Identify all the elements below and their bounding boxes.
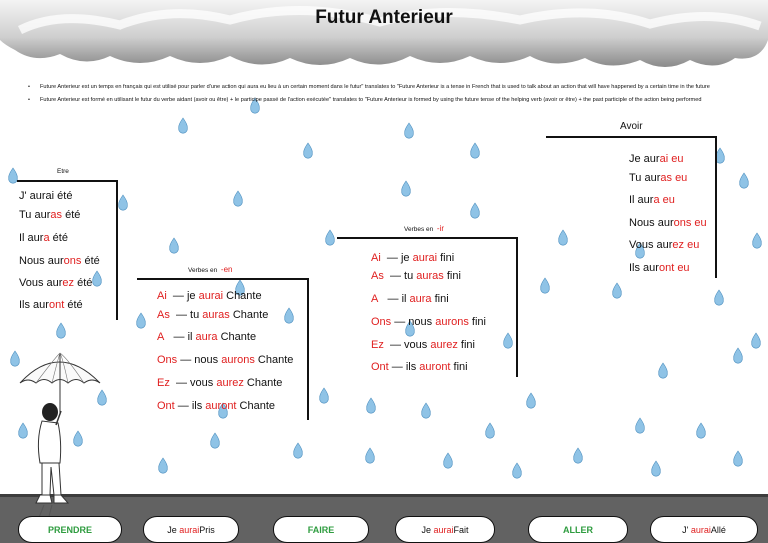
avoir-row: Nous aurons eu xyxy=(629,217,707,229)
etre-row: Tu auras été xyxy=(19,209,81,221)
bullet-dot-icon: • xyxy=(28,84,30,90)
avoir-title: Avoir xyxy=(620,121,643,132)
definition-text: Future Anterieur est un temps en français qui est utilisé pour parler d'une action qui aura eu lieu à un certain moment dans le futur" translates to "Future Anterieur is a tense in French that is used to talk about an action that will have happened by a certain time in the future xyxy=(40,84,710,90)
etre-row: Vous aurez été xyxy=(19,277,93,289)
etre-row: Il aura été xyxy=(19,232,68,244)
raindrop-icon xyxy=(659,363,668,378)
en-row: Ons — nous aurons Chante xyxy=(157,354,294,366)
raindrop-icon xyxy=(513,463,522,478)
definition-text: Future Anterieur est formé en utilisant le futur du verbe aidant (avoir ou être) + le participe passé de l'action exécutée" translates to "Future Anterieur is formed by using the future tense of the helping verb (avoir or être) + the past participle of the action being performed xyxy=(40,97,702,103)
en-top-line xyxy=(137,278,308,280)
avoir-row: Ils auront eu xyxy=(629,262,690,274)
ir-top-line xyxy=(337,237,517,239)
raindrop-icon xyxy=(734,348,743,363)
raindrop-icon xyxy=(613,283,622,298)
raindrop-icon xyxy=(170,238,179,253)
raindrop-icon xyxy=(716,148,725,163)
etre-row: Nous aurons été xyxy=(19,255,100,267)
raindrop-icon xyxy=(93,271,102,286)
raindrop-icon xyxy=(652,461,661,476)
raindrop-icon xyxy=(444,453,453,468)
raindrop-icon xyxy=(740,173,749,188)
answer-faire-pill: Je aurai Fait xyxy=(395,516,495,543)
raindrop-icon xyxy=(119,195,128,210)
raindrop-icon xyxy=(234,191,243,206)
raindrop-icon xyxy=(179,118,188,133)
definition-item xyxy=(28,82,743,92)
avoir-side-line xyxy=(715,136,717,278)
ir-row: Ez — vous aurez fini xyxy=(371,339,475,351)
raindrop-icon xyxy=(285,308,294,323)
ir-row: Ont — ils auront fini xyxy=(371,361,468,373)
raindrop-icon xyxy=(320,388,329,403)
en-row: As — tu auras Chante xyxy=(157,309,269,321)
avoir-row: Tu auras eu xyxy=(629,172,688,184)
raindrop-icon xyxy=(471,203,480,218)
ir-row: A — il aura fini xyxy=(371,293,449,305)
avoir-top-line xyxy=(546,136,716,138)
ir-row: Ai — je aurai fini xyxy=(371,252,455,264)
en-title: Verbes en -en xyxy=(188,265,233,274)
ir-row: As — tu auras fini xyxy=(371,270,461,282)
verb-aller-pill: ALLER xyxy=(528,516,628,543)
raindrop-icon xyxy=(159,458,168,473)
en-side-line xyxy=(307,278,309,420)
raindrop-icon xyxy=(636,418,645,433)
bullet-dot-icon: • xyxy=(28,97,30,103)
etre-row: Ils auront été xyxy=(19,299,83,311)
raindrop-icon xyxy=(486,423,495,438)
raindrop-icon xyxy=(541,278,550,293)
raindrop-icon xyxy=(715,290,724,305)
etre-side-line xyxy=(116,180,118,320)
raindrop-icon xyxy=(422,403,431,418)
raindrop-icon xyxy=(57,323,66,338)
avoir-row: Vous aurez eu xyxy=(629,239,700,251)
etre-top-line xyxy=(17,180,117,182)
definition-item xyxy=(28,95,743,105)
raindrop-icon xyxy=(366,448,375,463)
etre-row: J' aurai été xyxy=(19,190,73,202)
verb-prendre-pill: PRENDRE xyxy=(18,516,122,543)
ir-row: Ons — nous aurons fini xyxy=(371,316,486,328)
en-row: Ai — je aurai Chante xyxy=(157,290,262,302)
avoir-row: Je aurai eu xyxy=(629,153,684,165)
raindrop-icon xyxy=(559,230,568,245)
answer-prendre-pill: Je aurai Pris xyxy=(143,516,239,543)
raindrop-icon xyxy=(402,181,411,196)
ir-side-line xyxy=(516,237,518,377)
definition-list xyxy=(28,82,743,108)
en-row: A — il aura Chante xyxy=(157,331,257,343)
page-title: Futur Anterieur xyxy=(315,7,453,28)
raindrop-icon xyxy=(697,423,706,438)
raindrop-icon xyxy=(304,143,313,158)
raindrop-icon xyxy=(471,143,480,158)
raindrop-icon xyxy=(753,233,762,248)
road-edge xyxy=(0,494,768,497)
raindrop-icon xyxy=(504,333,513,348)
raindrop-icon xyxy=(294,443,303,458)
raindrop-icon xyxy=(752,333,761,348)
raindrop-icon xyxy=(574,448,583,463)
verb-faire-pill: FAIRE xyxy=(273,516,369,543)
avoir-row: Il aura eu xyxy=(629,194,675,206)
raindrop-icon xyxy=(137,313,146,328)
en-row: Ez — vous aurez Chante xyxy=(157,377,283,389)
etre-title: Etre xyxy=(57,168,69,175)
ir-title: Verbes en -ir xyxy=(404,224,445,233)
raindrop-icon xyxy=(367,398,376,413)
person-with-umbrella-illustration xyxy=(14,345,104,520)
answer-aller-pill: J' aurai Allé xyxy=(650,516,758,543)
raindrop-icon xyxy=(405,123,414,138)
raindrop-icon xyxy=(527,393,536,408)
raindrop-icon xyxy=(211,433,220,448)
raindrop-icon xyxy=(734,451,743,466)
raindrop-icon xyxy=(326,230,335,245)
en-row: Ont — ils auront Chante xyxy=(157,400,276,412)
